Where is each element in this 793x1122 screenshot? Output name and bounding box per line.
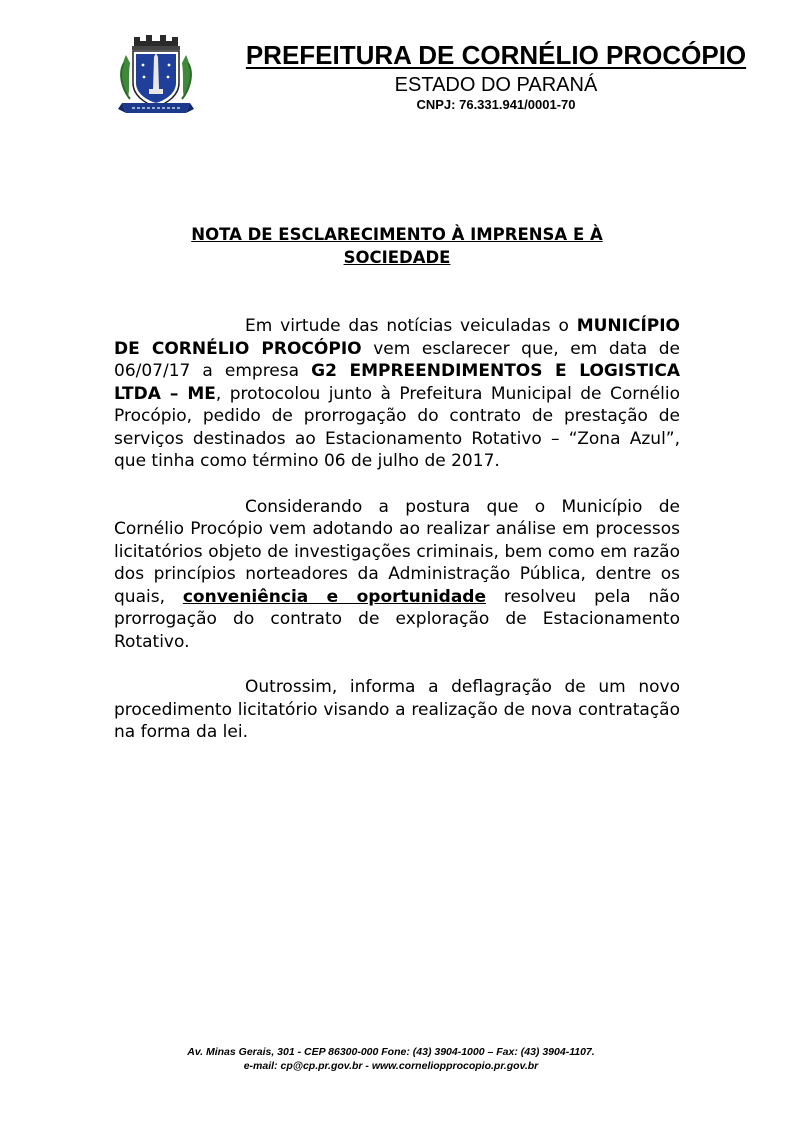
paragraph-1 (114, 315, 680, 473)
principles-underlined: conveniência e oportunidade (182, 586, 487, 607)
paragraph-1-text-a: Em virtude das notícias veiculadas o (245, 316, 577, 336)
document-title: NOTA DE ESCLARECIMENTO À IMPRENSA E À SOCIEDADE (191, 225, 603, 267)
state-name: ESTADO DO PARANÁ (394, 74, 598, 96)
footer-email-website: e-mail: cp@cp.pr.gov.br - www.corneliopprocopio.pr.gov.br (243, 1060, 539, 1072)
paragraph-3 (114, 676, 680, 744)
coat-of-arms-icon (116, 33, 196, 119)
footer-address: Av. Minas Gerais, 301 - CEP 86300-000 Fone: (43) 3904-1000 – Fax: (43) 3904-1107. (187, 1046, 595, 1058)
paragraph-2 (114, 496, 680, 654)
document-body (114, 315, 680, 767)
municipality-name-bold: MUNICÍPIO DE CORNÉLIO PROCÓPIO (114, 316, 680, 359)
paragraph-2-text-a: Considerando a postura que o Município de Cornélio Procópio vem adotando ao realizar análise em processos licitatórios objeto de investigações criminais, bem como em razão dos princípios norteadores da Administração Pública, dentre os quais, (114, 496, 680, 607)
paragraph-2-text-c: resolveu pela não prorrogação do contrato de exploração de Estacionamento Rotativo. (114, 586, 681, 652)
paragraph-1-text-e: , protocolou junto à Prefeitura Municipal de Cornélio Procópio, pedido de prorrogação do contrato de prestação de serviços destinados ao Estacionamento Rotativo – “Zona Azul”, que tinha como término 06 de julho de 2017. (114, 383, 681, 471)
footer-contact (96, 1045, 686, 1073)
paragraph-3-text: Outrossim, informa a deflagração de um novo procedimento licitatório visando a realização de nova contratação na forma da lei. (114, 677, 680, 742)
cnpj-number: CNPJ: 76.331.941/0001-70 (416, 97, 576, 112)
paragraph-1-text-c: vem esclarecer que, em data de 06/07/17 a empresa (114, 338, 680, 381)
municipality-title: PREFEITURA DE CORNÉLIO PROCÓPIO (245, 40, 747, 70)
company-name-bold: G2 EMPREENDIMENTOS E LOGISTICA LTDA – ME (114, 361, 680, 404)
